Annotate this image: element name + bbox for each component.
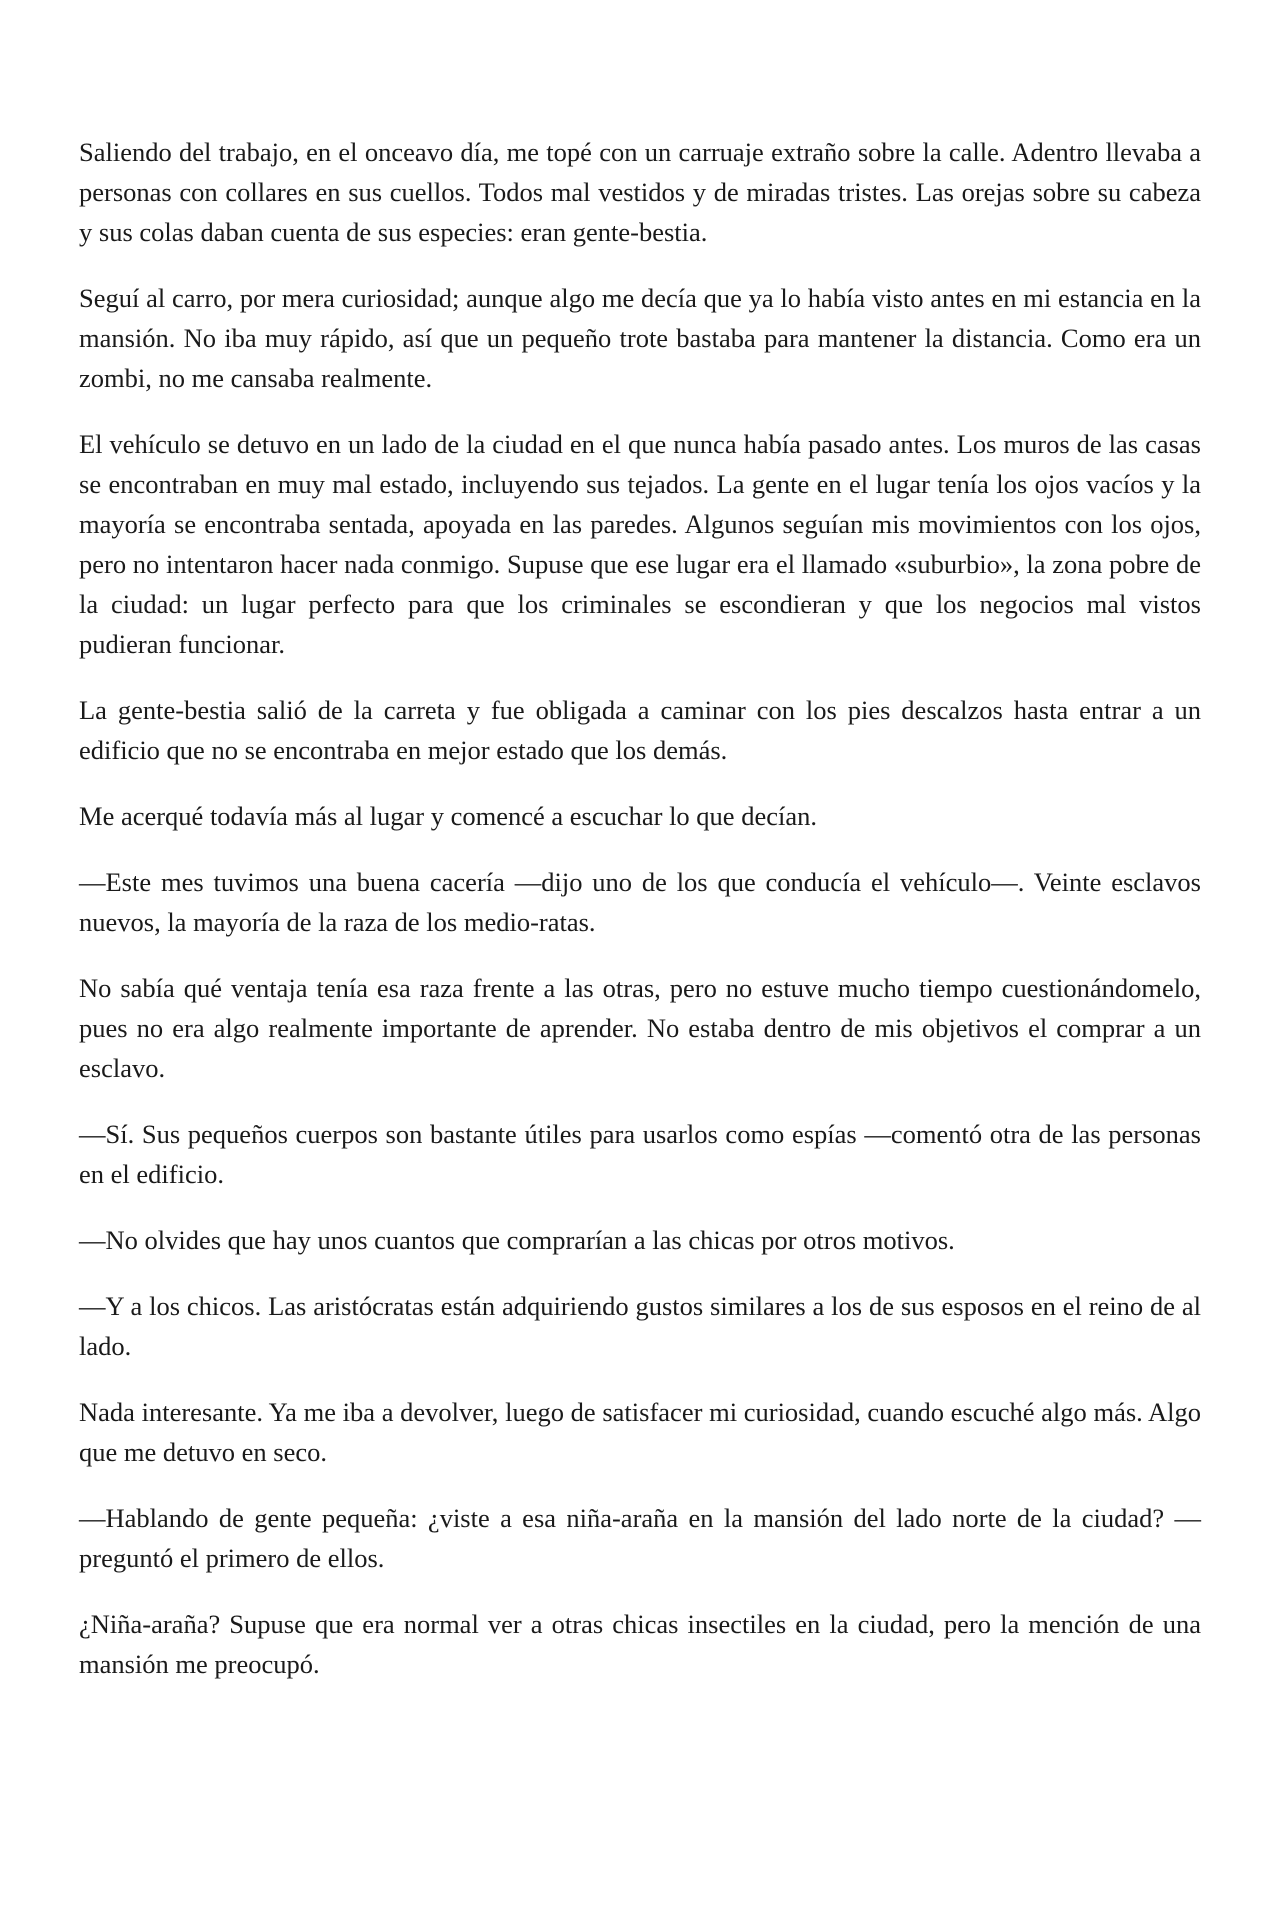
paragraph-12: —Hablando de gente pequeña: ¿viste a esa niña-araña en la mansión del lado norte de la ciudad? —preguntó el primero de ellos. — [79, 1503, 1201, 1573]
paragraph-11: Nada interesante. Ya me iba a devolver, luego de satisfacer mi curiosidad, cuando escuché algo más. Algo que me detuvo en seco. — [79, 1397, 1201, 1467]
paragraph-1: Saliendo del trabajo, en el onceavo día, me topé con un carruaje extraño sobre la calle. Adentro llevaba a personas con collares en sus cuellos. Todos mal vestidos y de miradas tristes. Las orejas sobre su cabeza y sus colas daban cuenta de sus especies: eran gente-bestia. — [79, 137, 1201, 247]
paragraph-13: ¿Niña-araña? Supuse que era normal ver a otras chicas insectiles en la ciudad, pero la mención de una mansión me preocupó. — [79, 1609, 1201, 1679]
document-page — [79, 132, 1201, 1710]
paragraph-2: Seguí al carro, por mera curiosidad; aunque algo me decía que ya lo había visto antes en mi estancia en la mansión. No iba muy rápido, así que un pequeño trote bastaba para mantener la distancia. Como era un zombi, no me cansaba realmente. — [79, 283, 1201, 393]
paragraph-10: —Y a los chicos. Las aristócratas están adquiriendo gustos similares a los de sus esposos en el reino de al lado. — [79, 1291, 1201, 1361]
paragraph-9: —No olvides que hay unos cuantos que comprarían a las chicas por otros motivos. — [79, 1225, 955, 1255]
paragraph-4: La gente-bestia salió de la carreta y fue obligada a caminar con los pies descalzos hasta entrar a un edificio que no se encontraba en mejor estado que los demás. — [79, 695, 1201, 765]
paragraph-3: El vehículo se detuvo en un lado de la ciudad en el que nunca había pasado antes. Los muros de las casas se encontraban en muy mal estado, incluyendo sus tejados. La gente en el lugar tenía los ojos vacíos y la mayoría se encontraba sentada, apoyada en las paredes. Algunos seguían mis movimientos con los ojos, pero no intentaron hacer nada conmigo. Supuse que ese lugar era el llamado «suburbio», la zona pobre de la ciudad: un lugar perfecto para que los criminales se escondieran y que los negocios mal vistos pudieran funcionar. — [79, 429, 1201, 659]
paragraph-5: Me acerqué todavía más al lugar y comencé a escuchar lo que decían. — [79, 801, 817, 831]
paragraph-6: —Este mes tuvimos una buena cacería —dijo uno de los que conducía el vehículo—. Veinte esclavos nuevos, la mayoría de la raza de los medio-ratas. — [79, 867, 1201, 937]
paragraph-8: —Sí. Sus pequeños cuerpos son bastante útiles para usarlos como espías —comentó otra de las personas en el edificio. — [79, 1119, 1201, 1189]
paragraph-7: No sabía qué ventaja tenía esa raza frente a las otras, pero no estuve mucho tiempo cuestionándomelo, pues no era algo realmente importante de aprender. No estaba dentro de mis objetivos el comprar a un esclavo. — [79, 973, 1201, 1083]
